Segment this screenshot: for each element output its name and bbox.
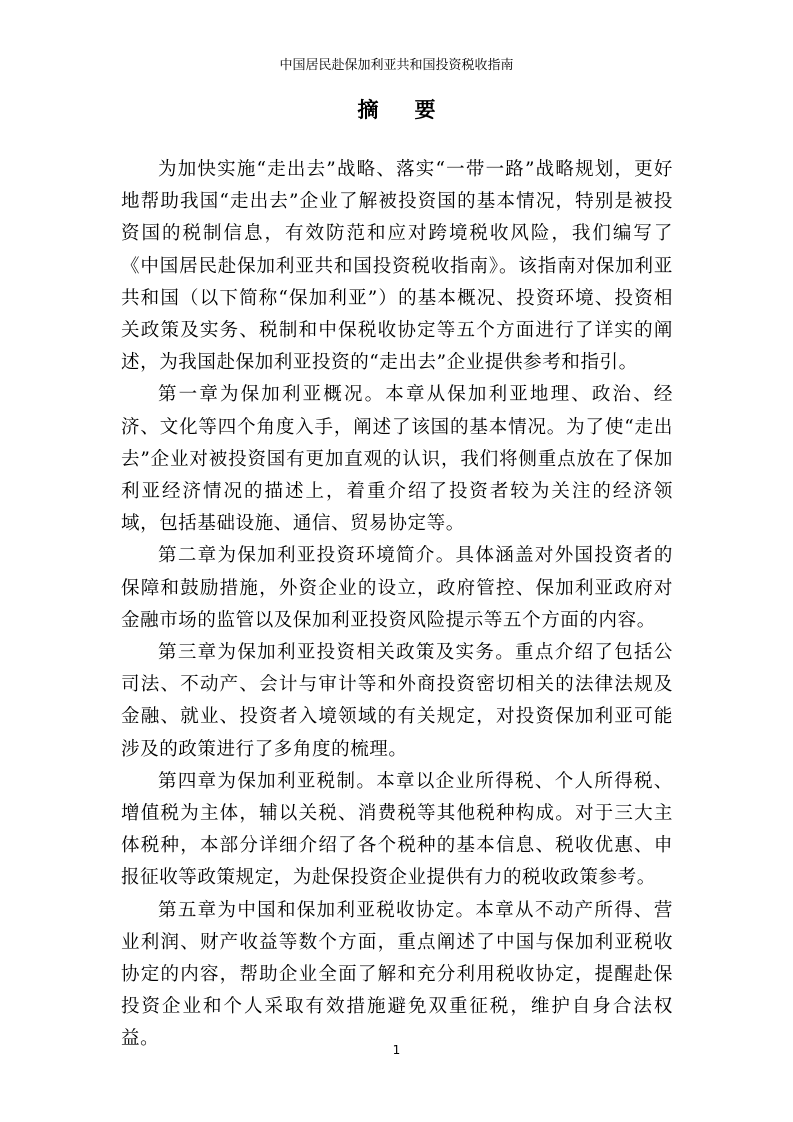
- paragraph-chapter-2: 第二章为保加利亚投资环境简介。具体涵盖对外国投资者的保障和鼓励措施，外资企业的设立，政府管控、保加利亚政府对金融市场的监管以及保加利亚投资风险提示等五个方面的内容。: [121, 545, 673, 631]
- paragraph-intro: 为加快实施“走出去”战略、落实“一带一路”战略规划，更好地帮助我国“走出去”企业了解被投资国的基本情况，特别是被投资国的税制信息，有效防范和应对跨境税收风险，我们编写了《中国居民赴保加利亚共和国投资税收指南》。该指南对保加利亚共和国（以下简称“保加利亚”）的基本概况、投资环境、投资相关政策及实务、税制和中保税收协定等五个方面进行了详实的阐述，为我国赴保加利亚投资的“走出去”企业提供参考和指引。: [121, 159, 673, 374]
- paragraph-chapter-1: 第一章为保加利亚概况。本章从保加利亚地理、政治、经济、文化等四个角度入手，阐述了该国的基本情况。为了使“走出去”企业对被投资国有更加直观的认识，我们将侧重点放在了保加利亚经济情况的描述上，着重介绍了投资者较为关注的经济领域，包括基础设施、通信、贸易协定等。: [121, 384, 673, 535]
- paragraph-chapter-4: 第四章为保加利亚税制。本章以企业所得税、个人所得税、增值税为主体，辅以关税、消费税等其他税种构成。对于三大主体税种，本部分详细介绍了各个税种的基本信息、税收优惠、申报征收等政策规定，为赴保投资企业提供有力的税收政策参考。: [121, 770, 673, 889]
- running-header: 中国居民赴保加利亚共和国投资税收指南: [279, 58, 514, 73]
- page-number: 1: [392, 1043, 401, 1057]
- paragraph-chapter-5: 第五章为中国和保加利亚税收协定。本章从不动产所得、营业利润、财产收益等数个方面，重点阐述了中国与保加利亚税收协定的内容，帮助企业全面了解和充分利用税收协定，提醒赴保投资企业和个人采取有效措施避免双重征税，维护自身合法权益。: [121, 899, 673, 1050]
- paragraph-chapter-3: 第三章为保加利亚投资相关政策及实务。重点介绍了包括公司法、不动产、会计与审计等和外商投资密切相关的法律法规及金融、就业、投资者入境领域的有关规定，对投资保加利亚可能涉及的政策进行了多角度的梳理。: [121, 642, 673, 760]
- page-title: 摘要: [357, 98, 472, 122]
- abstract-body: [121, 154, 673, 1056]
